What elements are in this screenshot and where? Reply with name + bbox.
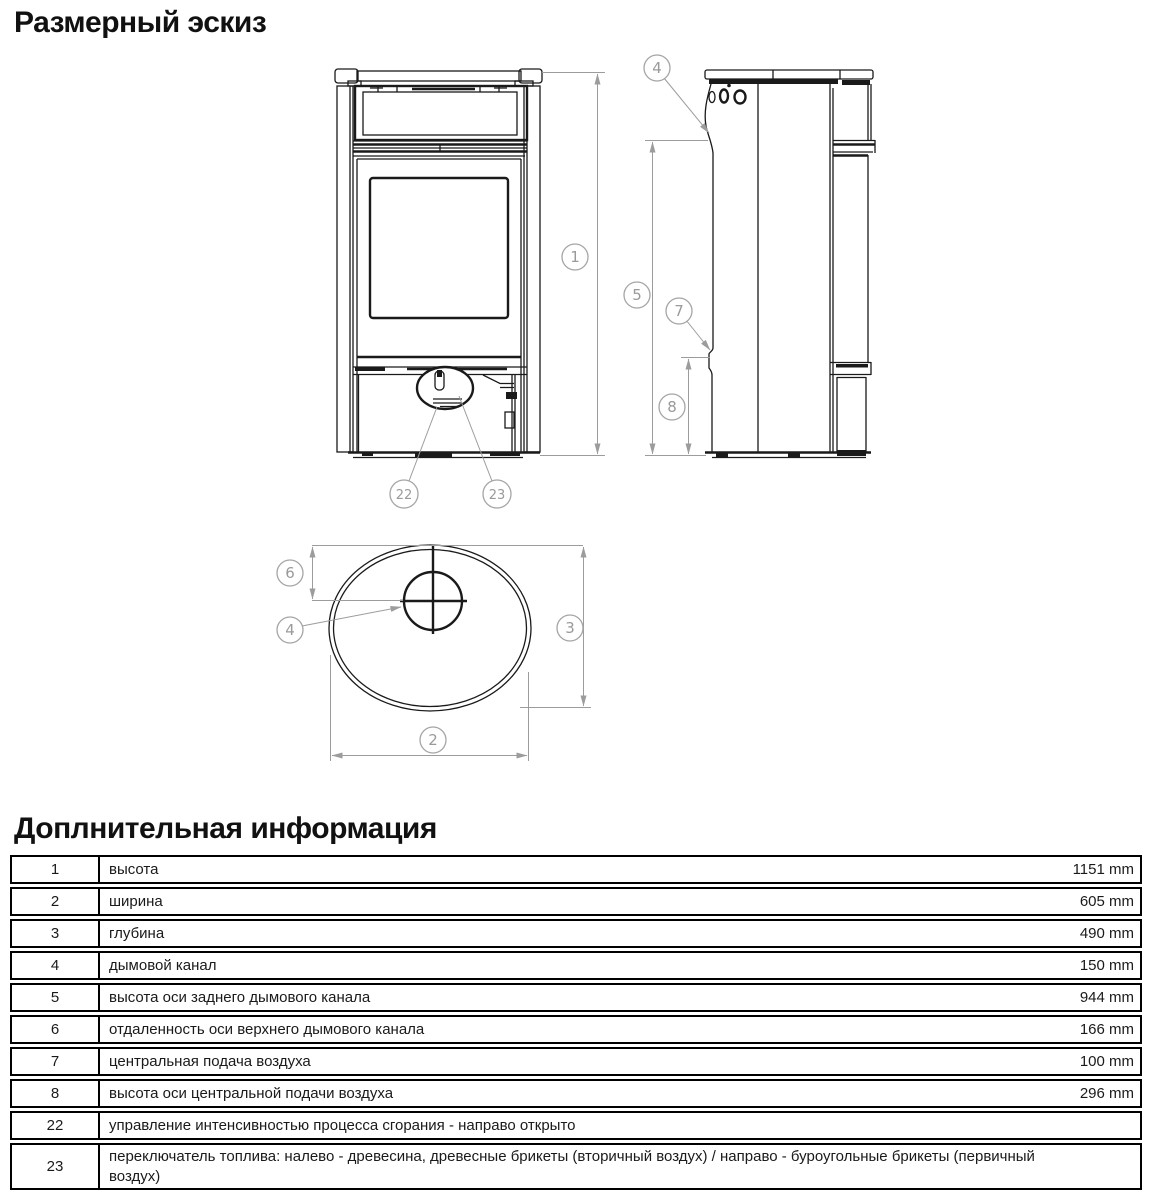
flue-knob-big — [735, 91, 746, 104]
row-number: 7 — [10, 1047, 100, 1076]
table-row — [10, 919, 1142, 948]
top-outline-outer — [329, 545, 531, 711]
row-label: центральная подача воздуха — [109, 1052, 311, 1070]
callout-1 — [562, 244, 588, 270]
page-title: Размерный эскиз — [14, 6, 267, 39]
svg-text:8: 8 — [667, 398, 677, 416]
additional-info-table — [10, 852, 1142, 1193]
callout-7 — [666, 298, 692, 324]
leader-flue-side — [664, 78, 709, 133]
callout-3 — [557, 615, 583, 641]
svg-text:4: 4 — [285, 621, 295, 639]
row-label: высота — [109, 860, 159, 878]
leader-flue-top — [302, 607, 401, 626]
row-label: дымовой канал — [109, 956, 217, 974]
table-row — [10, 1079, 1142, 1108]
svg-text:23: 23 — [488, 488, 506, 503]
top-view — [329, 545, 531, 711]
row-value: 100 mm — [1079, 1053, 1134, 1070]
table-row — [10, 855, 1142, 884]
row-number: 8 — [10, 1079, 100, 1108]
front-view — [335, 69, 542, 458]
row-label: переключатель топлива: налево - древесина, древесные брикеты (вторичный воздух) / направо - буроугольные брикеты (первичный воздух) — [109, 1148, 1035, 1185]
section-title-additional-info: Доплнительная информация — [14, 812, 437, 845]
table-row — [10, 983, 1142, 1012]
row-number: 23 — [10, 1143, 100, 1190]
row-number: 4 — [10, 951, 100, 980]
flue-knob-mid — [720, 90, 728, 103]
row-number: 6 — [10, 1015, 100, 1044]
callout-23 — [483, 480, 511, 508]
svg-text:7: 7 — [674, 302, 684, 320]
svg-text:22: 22 — [395, 488, 413, 503]
back-edge — [705, 84, 713, 452]
svg-text:2: 2 — [428, 731, 438, 749]
row-number: 1 — [10, 855, 100, 884]
callout-5 — [624, 282, 650, 308]
svg-text:1: 1 — [570, 248, 580, 266]
leader-fuel-switch — [459, 396, 492, 481]
dimension-lines — [302, 73, 710, 762]
table-row — [10, 951, 1142, 980]
table-row — [10, 1143, 1142, 1190]
table-row — [10, 1111, 1142, 1140]
svg-text:4: 4 — [652, 59, 662, 77]
callout-8 — [659, 394, 685, 420]
leader-combustion-control — [409, 407, 437, 481]
callout-4-side — [644, 55, 670, 81]
table-row — [10, 1015, 1142, 1044]
row-label: высота оси заднего дымового канала — [109, 988, 371, 1006]
row-label: ширина — [109, 892, 163, 910]
svg-text:6: 6 — [285, 564, 295, 582]
flue-knob-small — [709, 92, 715, 103]
svg-text:3: 3 — [565, 619, 575, 637]
row-value: 166 mm — [1079, 1021, 1134, 1038]
row-value: 605 mm — [1079, 893, 1134, 910]
callout-4-top — [277, 617, 303, 643]
table-row — [10, 1047, 1142, 1076]
callout-6 — [277, 560, 303, 586]
side-top-plate — [705, 70, 873, 79]
row-number: 3 — [10, 919, 100, 948]
row-label: отдаленность оси верхнего дымового канала — [109, 1020, 425, 1038]
row-value: 150 mm — [1079, 957, 1134, 974]
row-number: 5 — [10, 983, 100, 1012]
row-label: глубина — [109, 924, 165, 942]
svg-text:5: 5 — [632, 286, 642, 304]
warming-niche — [355, 86, 527, 140]
row-number: 22 — [10, 1111, 100, 1140]
side-view — [705, 70, 875, 458]
row-number: 2 — [10, 887, 100, 916]
row-value: 944 mm — [1079, 989, 1134, 1006]
callout-2 — [420, 727, 446, 753]
row-value: 490 mm — [1079, 925, 1134, 942]
table-row — [10, 887, 1142, 916]
leader-central-air — [686, 320, 710, 350]
row-label: управление интенсивностью процесса сгорания - направо открыто — [109, 1116, 576, 1134]
top-plate — [357, 71, 521, 81]
row-value: 1151 mm — [1072, 861, 1134, 878]
callout-22 — [390, 480, 418, 508]
row-value: 296 mm — [1079, 1085, 1134, 1102]
door-window — [370, 178, 508, 318]
row-label: высота оси центральной подачи воздуха — [109, 1084, 394, 1102]
